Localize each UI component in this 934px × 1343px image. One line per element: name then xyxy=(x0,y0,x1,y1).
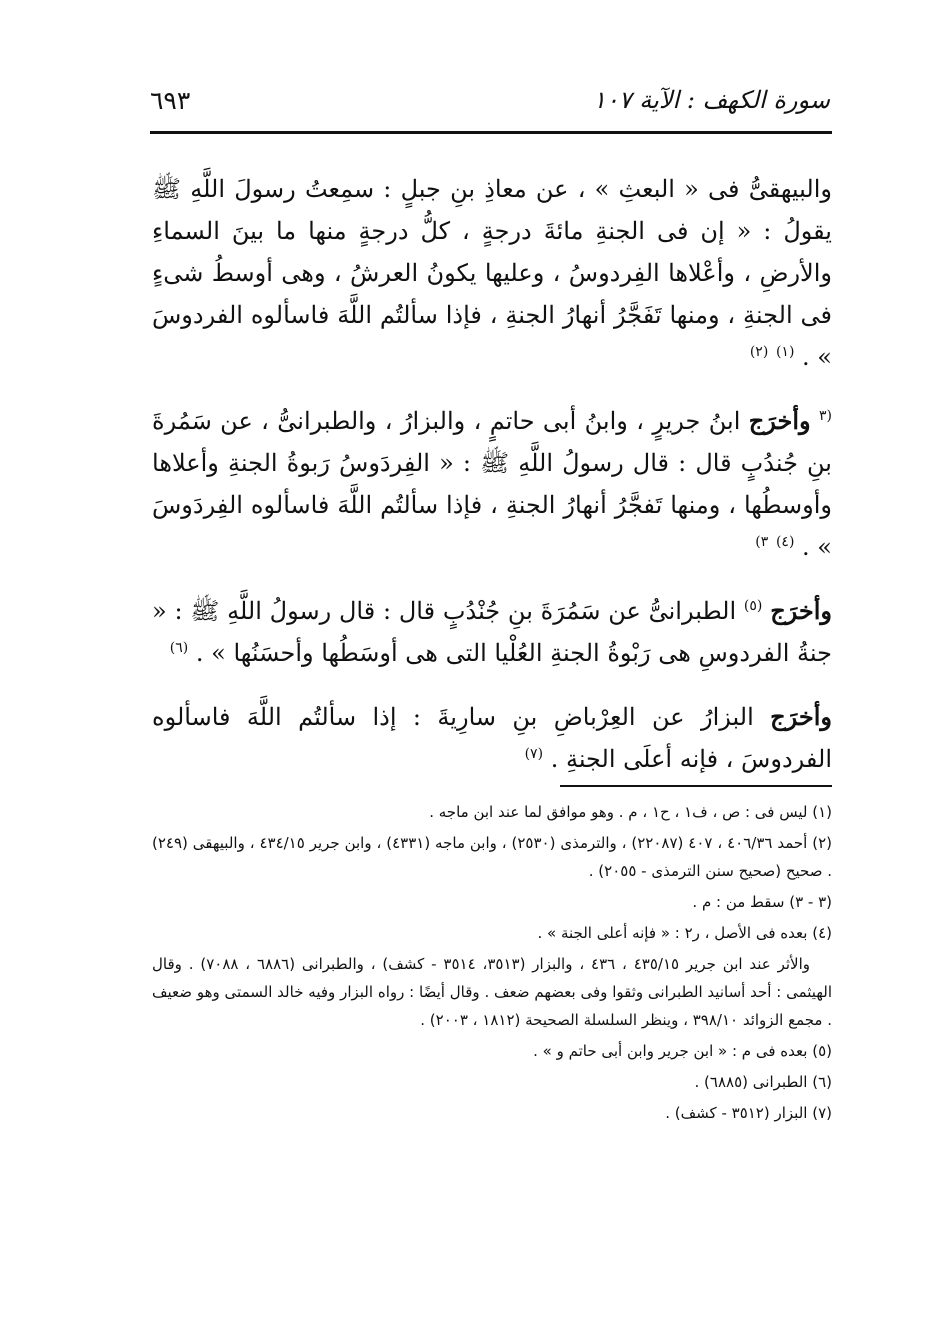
footnote-ref-5: (٥) xyxy=(743,598,763,614)
paragraph-1-text: والبيهقىُّ فى « البعثِ » ، عن معاذِ بنِ جبلٍ : سمِعتُ رسولَ اللَّهِ ﷺ يقولُ : « إن فى الجنةِ مائةَ درجةٍ ، كلُّ درجةٍ منها ما بينَ السماءِ والأرضِ ، وأعْلاها الفِردوسُ ، وعليها يكونُ العرشُ ، وهى أوسطُ شىءٍ فى الجنةِ ، ومنها تَفَجَّرُ أنهارُ الجنةِ ، فإذا سألتُم اللَّهَ فاسألوه الفردوسَ » . xyxy=(152,175,832,371)
paragraph-1 xyxy=(152,168,832,378)
footnote-7: (٧) البزار (٣٥١٢ - كشف) . xyxy=(665,1104,832,1122)
footnote-4: (٤) بعده فى الأصل ، ر٢ : « فإنه أعلى الجنة » . xyxy=(537,924,832,942)
footnote-rule xyxy=(560,785,832,787)
running-title: سورة الكهف : الآية ١٠٧ xyxy=(593,86,830,114)
footnote-ref-2: (٢) xyxy=(749,344,769,360)
paragraph-2-lead: وأخرَج xyxy=(748,406,811,435)
footnote-ref-6: (٦) xyxy=(169,640,189,656)
paragraph-4 xyxy=(152,696,832,780)
footnote-ref-1: (١) xyxy=(775,344,795,360)
paragraph-2 xyxy=(152,400,832,568)
paragraph-3-lead: وأخرَج xyxy=(770,596,833,625)
footnote-5: (٥) بعده فى م : « ابن جرير وابن أبى حاتم و » . xyxy=(533,1042,832,1060)
page-number: ٦٩٣ xyxy=(150,86,191,115)
footnote-6: (٦) الطبرانى (٦٨٨٥) . xyxy=(694,1073,832,1091)
paragraph-2-text: ابنُ جريرٍ ، وابنُ أبى حاتمٍ ، والبزارُ ، والطبرانىُّ ، عن سَمُرةَ بنِ جُندُبٍ قال : قال رسولُ اللَّهِ ﷺ : « الفِردَوسُ رَبوةُ الجنةِ وأعلاها وأوسطُها ، ومنها تَفجَّرُ أنهارُ الجنةِ ، فإذا سألتُم اللَّهَ فاسألوه الفِردَوسَ » . xyxy=(152,407,832,561)
footnote-ref-3-close: ٣) xyxy=(755,534,769,550)
footnote-ref-4: (٤) xyxy=(775,534,795,550)
footnote-3: (٣ - ٣) سقط من : م . xyxy=(692,893,832,911)
main-text xyxy=(152,168,832,780)
paragraph-4-text: البزارُ عن العِرْباضِ بنِ سارِيةَ : إذا سألتُم اللَّهَ فاسألوه الفردوسَ ، فإنه أعلَى الجنةِ . xyxy=(152,703,832,773)
footnote-4-continuation: والأثر عند ابن جرير ٤٣٥/١٥ ، ٤٣٦ ، والبزار (٣٥١٣، ٣٥١٤ - كشف) ، والطبرانى (٦٨٨٦ ، ٧٠٨٨) . وقال الهيثمى : أحد أسانيد الطبرانى وثقوا وفى بعضهم ضعف . وقال أيضًا : رواه البزار وفيه خالد السمتى وهو ضعيف . مجمع الزوائد ٣٩٨/١٠ ، وينظر السلسلة الصحيحة (١٨١٢ ، ٢٠٠٣) . xyxy=(152,955,832,1029)
paragraph-3-text: الطبرانىُّ عن سَمُرَةَ بنِ جُنْدُبٍ قال : قال رسولُ اللَّهِ ﷺ : « جنةُ الفردوسِ هى رَبْوةُ الجنةِ العُلْيا التى هى أوسَطُها وأحسَنُها » . xyxy=(152,597,832,667)
footnotes xyxy=(152,798,832,1130)
footnote-1: (١) ليس فى : ص ، ف١ ، ح١ ، م . وهو موافق لما عند ابن ماجه . xyxy=(429,803,832,821)
footnote-ref-3-open: (٣ xyxy=(818,408,832,424)
paragraph-3 xyxy=(152,590,832,674)
paragraph-4-lead: وأخرَج xyxy=(770,702,832,731)
footnote-ref-7: (٧) xyxy=(524,746,544,762)
footnote-2: (٢) أحمد ٤٠٦/٣٦ ، ٤٠٧ (٢٢٠٨٧) ، والترمذى (٢٥٣٠) ، وابن ماجه (٤٣٣١) ، وابن جرير ٤٣٤/١٥ ، والبيهقى (٢٤٩) . صحيح (صحيح سنن الترمذى - ٢٠٥٥) . xyxy=(152,834,832,880)
header-rule xyxy=(150,131,832,134)
page-header xyxy=(150,86,830,126)
